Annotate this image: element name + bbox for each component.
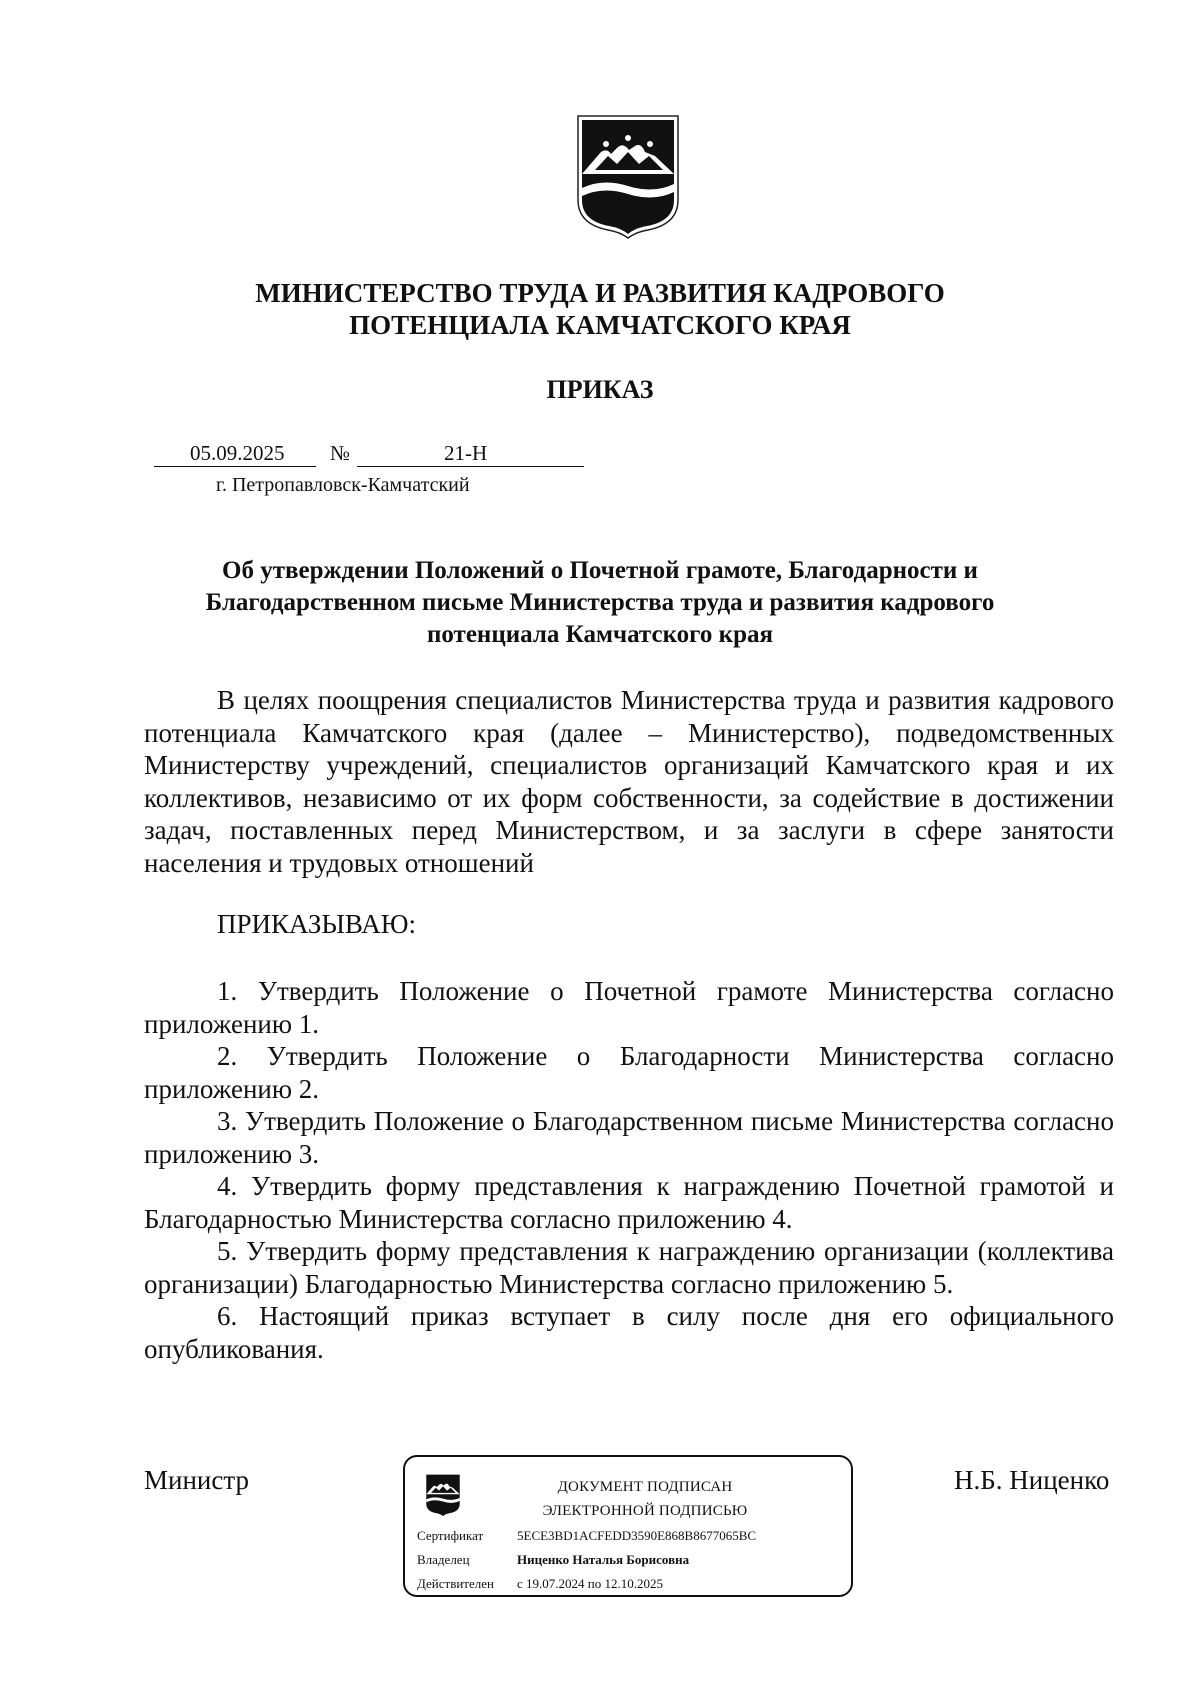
- preamble-text: В целях поощрения специалистов Министерства труда и развития кадрового потенциала Камчатского края (далее – Министерство), подведомственных Министерству учреждений, специалистов организаций Камчатского края и их коллективов, независимо от их форм собственности, за содействие в достижении задач, поставленных перед Министерством, и за заслуги в сфере занятости населения и трудовых отношений: [144, 685, 1114, 878]
- signer-name: Н.Б. Ниценко: [954, 1465, 1110, 1495]
- ministry-name: МИНИСТЕРСТВО ТРУДА И РАЗВИТИЯ КАДРОВОГО ПОТЕНЦИАЛА КАМЧАТСКОГО КРАЯ: [255, 278, 945, 340]
- date-underline: [154, 466, 316, 467]
- order-item: 6. Настоящий приказ вступает в силу после дня его официального опубликования.: [144, 1301, 1114, 1364]
- document-subject: Об утверждении Положений о Почетной грамоте, Благодарности и Благодарственном письме Министерства труда и развития кадрового потенциала Камчатского края: [205, 557, 995, 648]
- preamble: [144, 684, 1114, 879]
- order-word: ПРИКАЗЫВАЮ:: [217, 909, 416, 939]
- order-items: [144, 975, 1114, 1365]
- kamchatka-coat-of-arms-icon: [573, 112, 683, 240]
- document-date: 05.09.2025: [190, 441, 285, 465]
- order-item: 4. Утвердить форму представления к награждению Почетной грамотой и Благодарностью Министерства согласно приложению 4.: [144, 1171, 1114, 1234]
- electronic-signature-stamp: [403, 1455, 853, 1597]
- document-type: ПРИКАЗ: [546, 375, 654, 404]
- owner-row: Владелец Ниценко Наталья Борисовна: [417, 1552, 690, 1567]
- signature-emblem-icon: [423, 1471, 463, 1519]
- city: г. Петропавловск-Камчатский: [216, 474, 470, 496]
- number-sign: №: [330, 441, 351, 465]
- validity-row: Действителен с 19.07.2024 по 12.10.2025: [417, 1576, 663, 1591]
- order-item: 1. Утвердить Положение о Почетной грамоте Министерства согласно приложению 1.: [144, 976, 1114, 1039]
- order-item: 3. Утвердить Положение о Благодарственном письме Министерства согласно приложению 3.: [144, 1106, 1114, 1169]
- signature-title: ДОКУМЕНТ ПОДПИСАН ЭЛЕКТРОННОЙ ПОДПИСЬЮ: [542, 1479, 748, 1519]
- certificate-row: Сертификат 5ECE3BD1ACFEDD3590E868B8677065BC: [417, 1528, 757, 1543]
- order-item: 5. Утвердить форму представления к награждению организации (коллектива организации) Благодарностью Министерства согласно приложению 5.: [144, 1236, 1114, 1299]
- signer-position: Министр: [144, 1465, 249, 1495]
- registration-line: [154, 440, 584, 470]
- number-underline: [357, 466, 584, 467]
- document-number: 21-Н: [444, 441, 488, 465]
- order-item: 2. Утвердить Положение о Благодарности Министерства согласно приложению 2.: [144, 1041, 1114, 1104]
